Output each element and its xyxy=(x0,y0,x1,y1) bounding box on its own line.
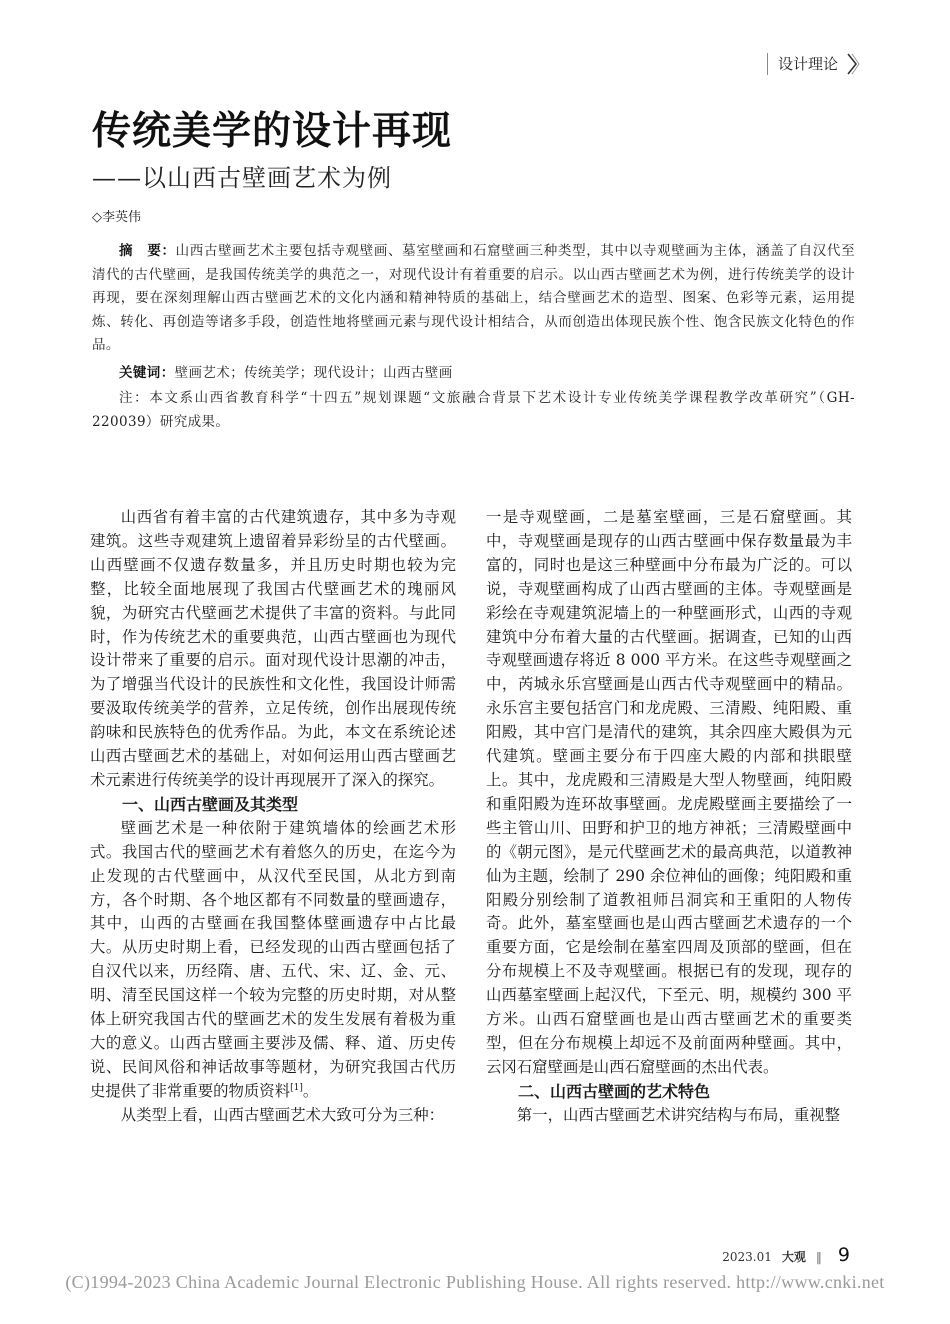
abstract-label: 摘 要： xyxy=(119,243,176,259)
citation-ref: [1] xyxy=(290,1082,303,1093)
copyright-watermark: (C)1994-2023 China Academic Journal Electronic Publishing House. All rights reserved. http://www.cnki.net xyxy=(65,1272,885,1292)
keywords-text: 壁画艺术；传统美学；现代设计；山西古壁画 xyxy=(174,364,453,381)
article-subtitle: ——以山西古壁画艺术为例 xyxy=(92,164,392,192)
abstract-paragraph xyxy=(92,240,855,358)
funding-note: 注：本文系山西省教育科学“十四五”规划课题“文旅融合背景下艺术设计专业传统美学课程教学改革研究”（GH-220039）研究成果。 xyxy=(92,390,855,430)
issue-date: 2023.01 xyxy=(722,1250,772,1264)
section-tag-label: 设计理论 xyxy=(767,53,846,75)
body-column-left xyxy=(90,506,456,1128)
body-paragraph xyxy=(90,817,456,1104)
section-heading: 一、山西古壁画及其类型 xyxy=(122,794,299,814)
abstract-text: 山西古壁画艺术主要包括寺观壁画、墓室壁画和石窟壁画三种类型，其中以寺观壁画为主体，涵盖了自汉代至清代的古代壁画，是我国传统美学的典范之一，对现代设计有着重要的启示。以山西古壁画艺术为例，进行传统美学的设计再现，要在深刻理解山西古壁画艺术的文化内涵和精神特质的基础上，结合壁画艺术的造型、图案、色彩等元素，运用提炼、转化、再创造等诸多手段，创造性地将壁画元素与现代设计相结合，从而创造出体现民族个性、饱含民族文化特色的作品。 xyxy=(92,243,855,353)
body-paragraph: 一是寺观壁画，二是墓室壁画，三是石窟壁画。其中，寺观壁画是现存的山西古壁画中保存数量最为丰富的，同时也是这三种壁画中分布最为广泛的。可以说，寺观壁画构成了山西古壁画的主体。寺观壁画是彩绘在寺观建筑泥墙上的一种壁画形式，山西的寺观建筑中分布着大量的古代壁画。据调查，已知的山西寺观壁画遗存将近 8 000 平方米。在这些寺观壁画之中，芮城永乐宫壁画是山西古代寺观壁画中的精品。永乐宫主要包括宫门和龙虎殿、三清殿、纯阳殿、重阳殿，其中宫门是清代的建筑，其余四座大殿俱为元代建筑。壁画主要分布于四座大殿的内部和拱眼壁上。其中，龙虎殿和三清殿是大型人物壁画，纯阳殿和重阳殿为连环故事壁画。龙虎殿壁画主要描绘了一些主管山川、田野和护卫的地方神祇；三清殿壁画中的《朝元图》，是元代壁画艺术的最高典范，以道教神仙为主题，绘制了 290 余位神仙的画像；纯阳殿和重阳殿分别绘制了道教祖师吕洞宾和王重阳的人物传奇。此外，墓室壁画也是山西古壁画艺术遗存的一个重要方面，它是绘制在墓室四周及顶部的壁画，但在分布规模上不及寺观壁画。根据已有的发现，现存的山西墓室壁画上起汉代，下至元、明，规模约 300 平方米。山西石窟壁画也是山西古壁画艺术的重要类型，但在分布规模上却远不及前面两种壁画。其中，云冈石窟壁画是山西石窟壁画的杰出代表。 xyxy=(486,508,852,1076)
body-paragraph: 山西省有着丰富的古代建筑遗存，其中多为寺观建筑。这些寺观建筑上遗留着异彩纷呈的古代壁画。山西壁画不仅遗存数量多，并且历史时期也较为完整，比较全面地展现了我国古代壁画艺术的瑰丽风貌，为研究古代壁画艺术提供了丰富的资料。与此同时，作为传统艺术的重要典范，山西古壁画也为现代设计带来了重要的启示。面对现代设计思潮的冲击，为了增强当代设计的民族性和文化性，我国设计师需要汲取传统美学的营养，立足传统，创作出展现传统韵味和民族特色的优秀作品。为此，本文在系统论述山西古壁画艺术的基础上，对如何运用山西古壁画艺术元素进行传统美学的设计再现展开了深入的探究。 xyxy=(90,508,456,789)
section-heading: 二、山西古壁画的艺术特色 xyxy=(518,1081,711,1101)
section-tag xyxy=(767,52,860,76)
body-paragraph: 第一，山西古壁画艺术讲究结构与布局，重视整 xyxy=(516,1105,841,1124)
keywords-label: 关键词： xyxy=(119,364,175,381)
paragraph-end: 。 xyxy=(302,1081,319,1100)
chevron-right-icon xyxy=(846,52,860,76)
author-name: ◇李英伟 xyxy=(92,210,141,225)
article-title: 传统美学的设计再现 xyxy=(92,109,453,154)
footer-separator: ‖ xyxy=(815,1250,822,1264)
abstract-block xyxy=(92,240,855,434)
body-column-right xyxy=(486,506,852,1128)
keywords-paragraph xyxy=(92,362,855,386)
paragraph-text: 壁画艺术是一种依附于建筑墙体的绘画艺术形式。我国古代的壁画艺术有着悠久的历史，在迄今为止发现的古代壁画中，从汉代至民国，从北方到南方，各个时期、各个地区都有不同数量的壁画遗存，其中，山西的古壁画在我国整体壁画遗存中占比最大。从历史时期上看，已经发现的山西古壁画包括了自汉代以来，历经隋、唐、五代、宋、辽、金、元、明、清至民国这样一个较为完整的历史时期，对从整体上研究我国古代的壁画艺术的发生发展有着极为重大的意义。山西古壁画主要涉及儒、释、道、历史传说、民间风俗和神话故事等题材，为研究我国古代历史提供了非常重要的物质资料 xyxy=(90,818,456,1100)
journal-name: 大观 xyxy=(781,1250,806,1264)
page-footer xyxy=(722,1244,850,1266)
body-paragraph: 从类型上看，山西古壁画艺术大致可分为三种： xyxy=(120,1105,445,1124)
page-number: 9 xyxy=(837,1244,850,1266)
